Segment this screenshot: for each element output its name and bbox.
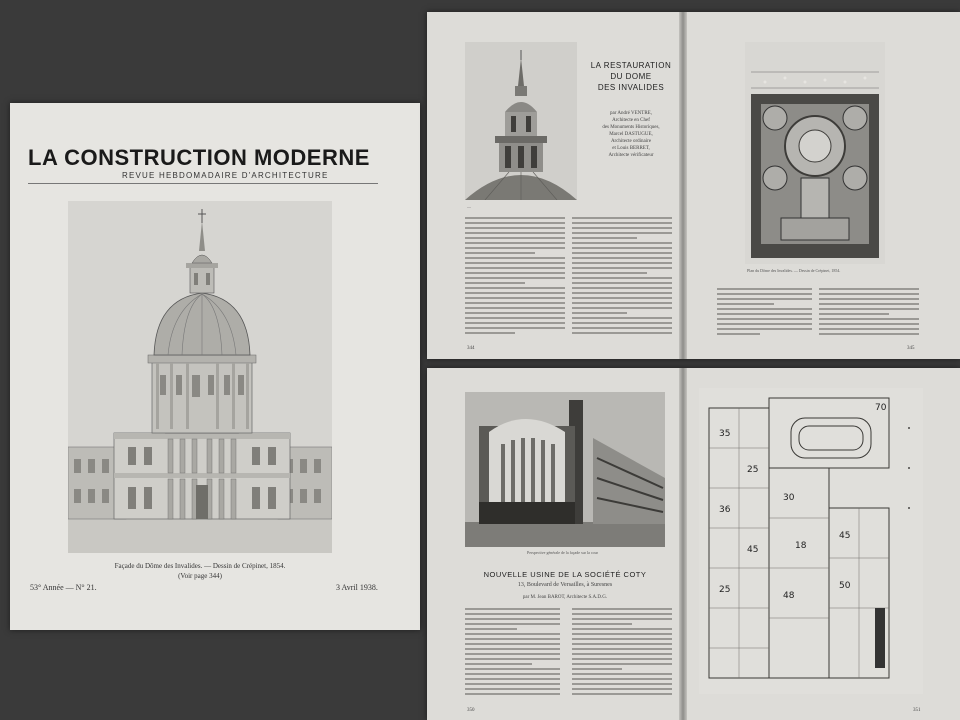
- issue-number: 53° Année — N° 21.: [30, 583, 97, 592]
- article-title-line2: DU DOME: [610, 72, 652, 81]
- lantern-photo: [465, 42, 577, 200]
- plan-label: 35: [719, 429, 731, 439]
- magazine-title: LA CONSTRUCTION MODERNE: [28, 145, 370, 170]
- factory-plan-drawing: [699, 388, 923, 694]
- spread-gutter: [679, 12, 687, 359]
- plan-label: 48: [783, 591, 795, 601]
- article-title-line1: LA RESTAURATION: [590, 61, 672, 70]
- text-column: [572, 608, 672, 698]
- article-title-line3: DES INVALIDES: [597, 83, 665, 92]
- article-title: NOUVELLE USINE DE LA SOCIÉTÉ COTY: [483, 570, 647, 579]
- byline-line: des Monuments Historiques,: [602, 125, 660, 130]
- text-column: [465, 608, 560, 698]
- article-byline: [587, 110, 675, 159]
- page-number-right: 351: [913, 708, 921, 713]
- plan-label: 45: [747, 545, 759, 555]
- byline-line: Architecte en Chef: [612, 118, 650, 123]
- plan-label: 30: [783, 493, 795, 503]
- byline-line: Architecte ordinaire: [610, 139, 652, 144]
- dome-facade-illustration: [68, 201, 332, 553]
- dome-plan-drawing: [745, 42, 885, 264]
- plan-caption: Plan du Dôme des Invalides. — Dessin de Crépinet, 1854.: [747, 268, 841, 273]
- text-column: [465, 217, 565, 337]
- magazine-subtitle: REVUE HEBDOMADAIRE D'ARCHITECTURE: [122, 171, 329, 180]
- byline-line: Marcel DASTUGUE,: [609, 132, 653, 137]
- spread-dome-restoration: [427, 12, 960, 359]
- page-number-left: 344: [467, 346, 475, 351]
- issue-date: 3 Avril 1938.: [336, 583, 378, 592]
- plan-label: 50: [839, 581, 851, 591]
- magazine-cover: [10, 103, 420, 630]
- lantern-photo-image: [465, 42, 577, 200]
- text-column: [819, 288, 919, 338]
- plan-label: 36: [719, 505, 731, 515]
- article-address: 13, Boulevard de Versailles, à Suresnes: [517, 582, 613, 588]
- page-number-left: 350: [467, 708, 475, 713]
- cover-caption-line1: Façade du Dôme des Invalides. — Dessin de Crépinet, 1854.: [114, 562, 286, 570]
- plan-label: 25: [747, 465, 759, 475]
- factory-photo-image: [465, 392, 665, 547]
- article-title: [587, 60, 675, 93]
- page-number-right: 345: [907, 346, 915, 351]
- cover-caption-line2: (Voir page 344): [178, 572, 222, 580]
- byline-line: par André VENTRE,: [610, 111, 652, 116]
- title-rule: [28, 183, 378, 184]
- photo-credit: —: [467, 204, 471, 209]
- article-author: par M. Jean BAROT, Architecte S.A.D.G.: [522, 595, 608, 600]
- spread-coty-factory: [427, 368, 960, 720]
- spread-gutter: [679, 368, 687, 720]
- plan-label: 18: [795, 541, 807, 551]
- byline-line: Architecte vérificateur: [608, 153, 654, 158]
- dome-floor-plan: [745, 42, 885, 264]
- dome-facade-drawing: [68, 201, 332, 553]
- factory-site-plan: [699, 388, 923, 694]
- plan-label: 45: [839, 531, 851, 541]
- photo-caption: Perspective générale de la façade sur la cour: [527, 550, 598, 555]
- text-column: [717, 288, 812, 338]
- byline-line: et Louis BERRET,: [612, 146, 650, 151]
- plan-label: 70: [875, 403, 887, 413]
- text-column: [572, 217, 672, 337]
- cover-caption: [70, 561, 330, 581]
- factory-photo: [465, 392, 665, 547]
- plan-label: 25: [719, 585, 731, 595]
